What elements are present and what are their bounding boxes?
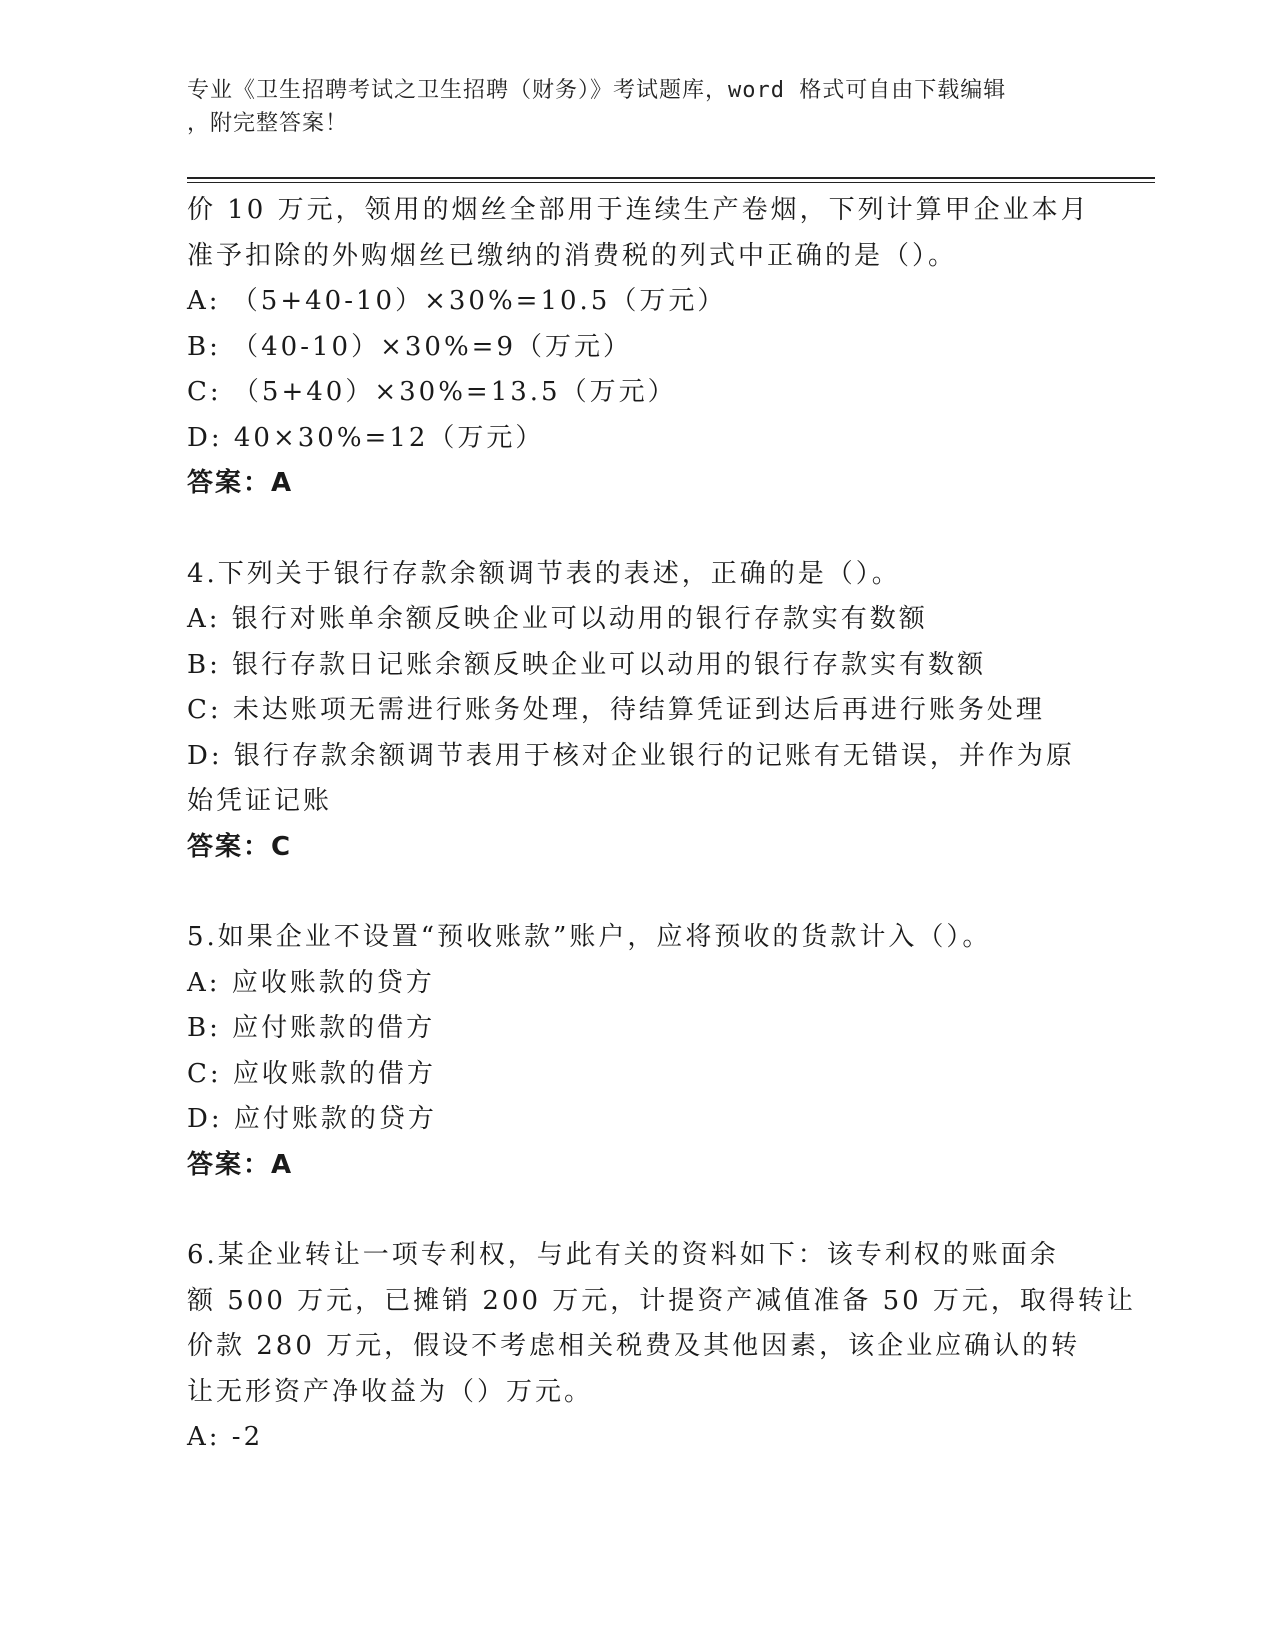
question-stem: 价 10 万元，领用的烟丝全部用于连续生产卷烟，下列计算甲企业本月: [187, 195, 1090, 225]
question-stem: 6.某企业转让一项专利权，与此有关的资料如下：该专利权的账面余: [187, 1240, 1059, 1270]
option-d: D: 应付账款的贷方: [187, 1104, 437, 1134]
question-list: [187, 188, 1136, 1461]
question-stem: 准予扣除的外购烟丝已缴纳的消费税的列式中正确的是（）。: [187, 240, 958, 271]
option-b: B: 应付账款的借方: [187, 1013, 436, 1043]
option-c: C: 未达账项无需进行账务处理，待结算凭证到达后再进行账务处理: [187, 695, 1045, 725]
header-line-1: 专业《卫生招聘考试之卫生招聘（财务）》考试题库，word 格式可自由下载编辑: [187, 78, 1007, 103]
option-c: C: （5+40）×30%=13.5（万元）: [187, 377, 677, 407]
question-stem: 4.下列关于银行存款余额调节表的表述，正确的是（）。: [187, 558, 901, 589]
option-d: D: 银行存款余额调节表用于核对企业银行的记账有无错误，并作为原: [187, 740, 1075, 771]
question-6: [187, 1233, 1136, 1461]
spacer: [187, 1188, 1087, 1233]
question-stem: 让无形资产净收益为（）万元。: [187, 1376, 594, 1407]
option-d-continued: 始凭证记账: [187, 786, 333, 816]
option-a: A: 应收账款的贷方: [187, 967, 435, 998]
option-b: B: 银行存款日记账余额反映企业可以动用的银行存款实有数额: [187, 649, 987, 680]
question-3: [187, 188, 1090, 507]
header-divider: [187, 177, 1155, 183]
option-a: A: 银行对账单余额反映企业可以动用的银行存款实有数额: [187, 604, 928, 634]
option-d: D: 40×30%=12（万元）: [187, 422, 545, 453]
option-a: A: -2: [187, 1422, 264, 1452]
answer: 答案：A: [187, 468, 294, 498]
option-a: A: （5+40-10）×30%=10.5（万元）: [187, 286, 727, 316]
option-b: B: （40-10）×30%=9（万元）: [187, 331, 632, 362]
answer: 答案：A: [187, 1149, 294, 1180]
document-header: [187, 74, 1087, 140]
question-5: [187, 915, 1087, 1188]
question-stem: 5.如果企业不设置“预收账款”账户，应将预收的货款计入（）。: [187, 922, 992, 952]
option-c: C: 应收账款的借方: [187, 1058, 436, 1089]
question-4: [187, 552, 1087, 871]
spacer: [187, 870, 1087, 915]
spacer: [187, 507, 1087, 552]
answer: 答案：C: [187, 831, 293, 862]
question-stem: 价款 280 万元，假设不考虑相关税费及其他因素，该企业应确认的转: [187, 1331, 1081, 1361]
header-line-2: ，附完整答案！: [187, 111, 349, 136]
question-stem: 额 500 万元，已摊销 200 万元，计提资产减值准备 50 万元，取得转让: [187, 1285, 1136, 1316]
